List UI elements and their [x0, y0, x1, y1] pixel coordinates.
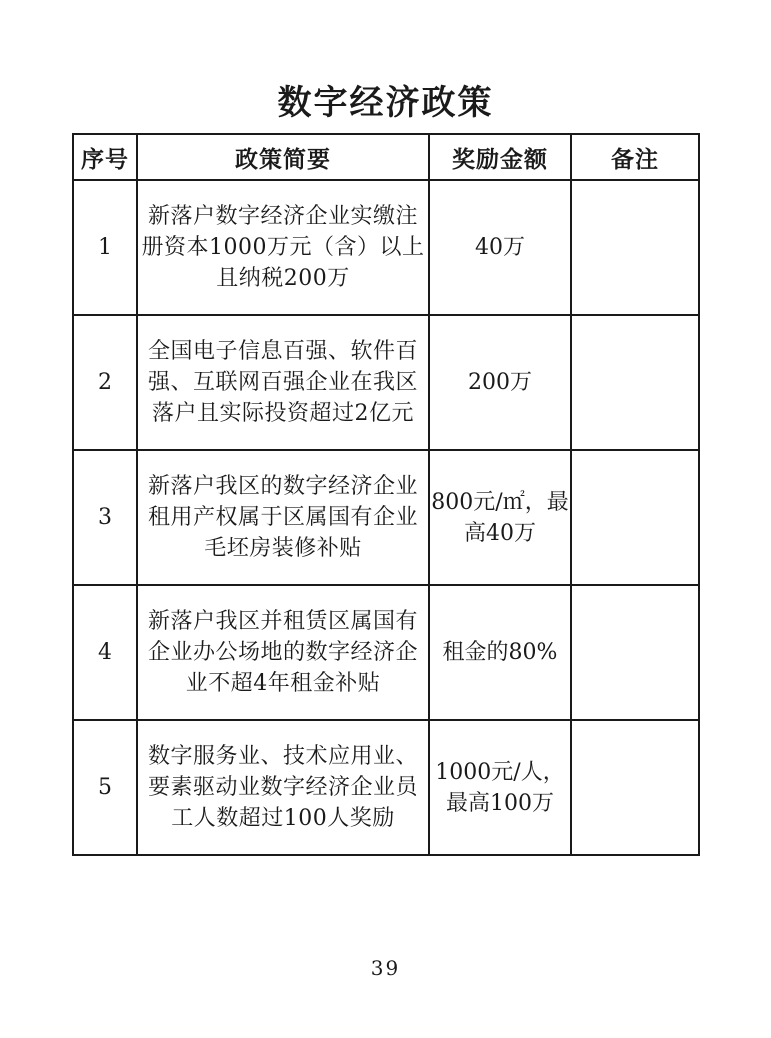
row-amount: 200万: [429, 315, 571, 450]
row-no: 4: [73, 585, 137, 720]
row-remark: [571, 450, 699, 585]
row-no: 5: [73, 720, 137, 855]
row-amount: 1000元/人，最高100万: [429, 720, 571, 855]
row-amount: 800元/㎡，最高40万: [429, 450, 571, 585]
row-no: 1: [73, 180, 137, 315]
row-remark: [571, 180, 699, 315]
row-remark: [571, 315, 699, 450]
header-remark: 备注: [571, 134, 699, 180]
row-remark: [571, 585, 699, 720]
header-summary: 政策简要: [137, 134, 429, 180]
page-title: 数字经济政策: [277, 83, 494, 123]
table-row: [73, 180, 699, 315]
table-row: [73, 720, 699, 855]
table-row: [73, 315, 699, 450]
row-no: 3: [73, 450, 137, 585]
row-remark: [571, 720, 699, 855]
row-summary: 数字服务业、技术应用业、要素驱动业数字经济企业员工人数超过100人奖励: [137, 720, 429, 855]
table-header-row: [73, 134, 699, 180]
header-no: 序号: [73, 134, 137, 180]
row-summary: 新落户我区并租赁区属国有企业办公场地的数字经济企业不超4年租金补贴: [137, 585, 429, 720]
row-no: 2: [73, 315, 137, 450]
row-summary: 全国电子信息百强、软件百强、互联网百强企业在我区落户且实际投资超过2亿元: [137, 315, 429, 450]
table-row: [73, 450, 699, 585]
row-amount: 租金的80%: [429, 585, 571, 720]
page-number: 39: [370, 956, 401, 980]
policy-table: [72, 133, 700, 856]
header-amount: 奖励金额: [429, 134, 571, 180]
row-summary: 新落户我区的数字经济企业租用产权属于区属国有企业毛坯房装修补贴: [137, 450, 429, 585]
table-row: [73, 585, 699, 720]
row-amount: 40万: [429, 180, 571, 315]
row-summary: 新落户数字经济企业实缴注册资本1000万元（含）以上且纳税200万: [137, 180, 429, 315]
